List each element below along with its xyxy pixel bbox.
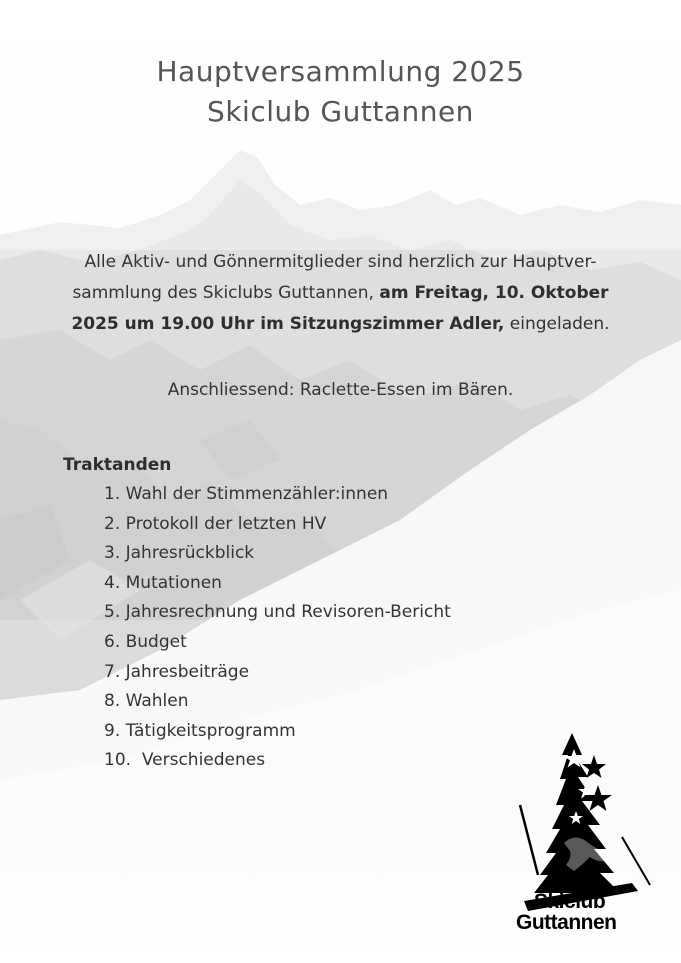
agenda-item: 8. Wahlen bbox=[104, 691, 189, 712]
invitation-text bbox=[52, 247, 629, 340]
invitation-date-location: am Freitag, 10. Oktober 2025 um 19.00 Uhr im Sitzungszimmer Adler, bbox=[71, 283, 609, 334]
page-title-line2: Skiclub Guttannen bbox=[207, 95, 474, 128]
page-title-line1: Hauptversammlung 2025 bbox=[156, 55, 525, 88]
logo-text-line1: Skiclub bbox=[534, 890, 606, 913]
agenda-item: 2. Protokoll der letzten HV bbox=[104, 513, 327, 534]
agenda-item: 9. Tätigkeitsprogramm bbox=[104, 720, 296, 741]
agenda-item: 7. Jahresbeiträge bbox=[104, 661, 250, 682]
invitation-text-part1: Alle Aktiv- und Gönnermitglieder sind herzlich zur Hauptver-sammlung des Skiclubs Guttannen, bbox=[72, 252, 597, 303]
agenda-heading: Traktanden bbox=[63, 455, 172, 475]
agenda-item: 3. Jahresrückblick bbox=[104, 543, 255, 564]
agenda-item: 10. Verschiedenes bbox=[104, 750, 266, 771]
logo-text-line2: Guttannen bbox=[516, 911, 617, 934]
agenda-item: 4. Mutationen bbox=[104, 572, 222, 593]
invitation-text-part2: eingeladen. bbox=[504, 314, 610, 334]
afterward-note: Anschliessend: Raclette-Essen im Bären. bbox=[167, 380, 514, 400]
agenda-item: 1. Wahl der Stimmenzähler:innen bbox=[104, 484, 389, 504]
agenda-list bbox=[104, 480, 451, 776]
agenda-item: 5. Jahresrechnung und Revisoren-Bericht bbox=[104, 602, 451, 623]
agenda-item: 6. Budget bbox=[104, 631, 187, 652]
